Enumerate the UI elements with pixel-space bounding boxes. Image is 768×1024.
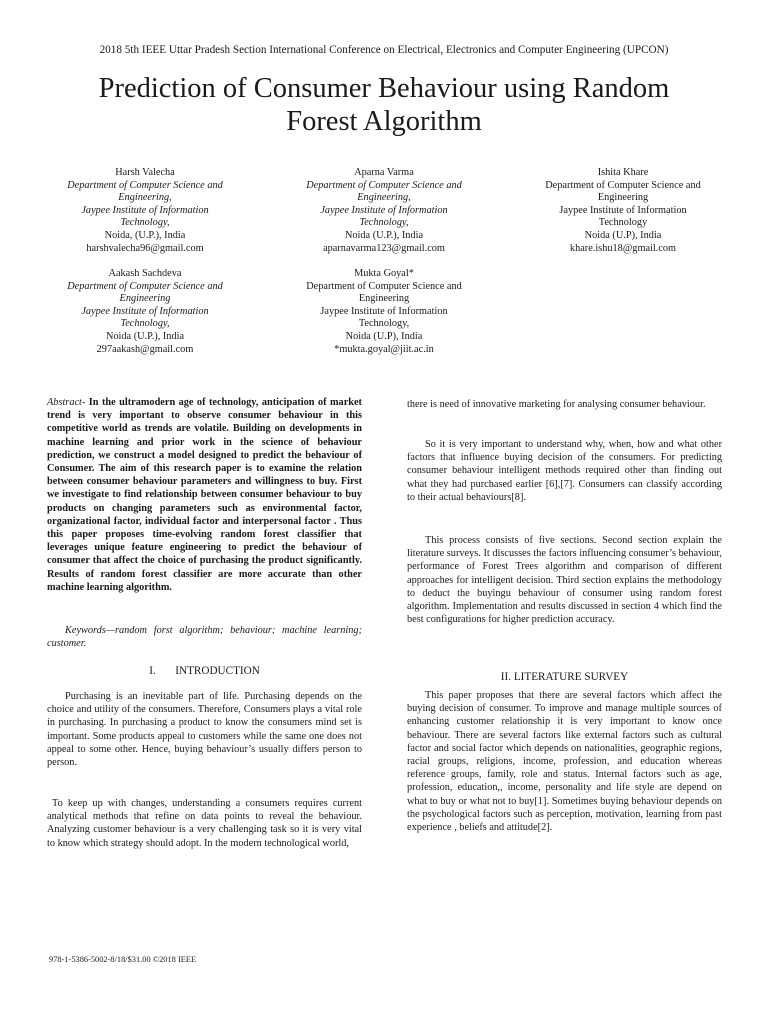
paper-title [40, 72, 728, 138]
author-location: Noida, (U.P.), India [104, 229, 186, 241]
author-email: aparnavarma123@gmail.com [323, 242, 445, 254]
author-dept: Department of Computer Science and [67, 179, 223, 191]
author-dept: Engineering [358, 293, 410, 305]
author-dept: Engineering [119, 293, 171, 305]
author-institute: Technology, [358, 318, 410, 330]
author-dept: Engineering [597, 192, 649, 204]
author-name: Aakash Sachdeva [108, 268, 182, 279]
paragraph-text: To keep up with changes, understanding a consumers requires current analytical methods that refine on data points to reveal the behaviour. Analyzing customer behaviour is a very challenging task so it is very vital to know which strategy should adopt. In the modern technological world, [47, 798, 362, 849]
abstract-paragraph [47, 396, 362, 594]
author-institute: Technology [598, 217, 648, 229]
author-location: Noida (U.P.), India [344, 229, 424, 241]
author-email: *mukta.goyal@jiit.ac.in [334, 343, 434, 355]
right-paragraph-0 [407, 398, 722, 411]
title-line-1: Prediction of Consumer Behaviour using Random [98, 73, 670, 104]
author-institute: Jaypee Institute of Information [320, 204, 448, 216]
paragraph-text: there is need of innovative marketing for analysing consumer behaviour. [407, 399, 706, 410]
author-dept: Department of Computer Science and [306, 280, 462, 292]
author-name: Aparna Varma [354, 167, 414, 178]
author-block [45, 268, 245, 356]
author-institute: Technology, [120, 318, 170, 330]
title-line-2: Forest Algorithm [286, 106, 482, 137]
author-block [523, 167, 723, 255]
author-institute: Jaypee Institute of Information [81, 204, 209, 216]
author-location: Noida (U.P), India [345, 330, 423, 342]
section-heading-introduction: I. INTRODUCTION [149, 665, 260, 677]
author-dept: Department of Computer Science and [306, 179, 462, 191]
abstract-text: In the ultramodern age of technology, anticipation of market trend is very important to observe consumer behaviour in this competitive world as trends are volatile. Building on developments in machine learning and prior work in the science of behaviour prediction, we construct a model designed to predict the behaviour of Consumer. The aim of this research paper is to examine the relation between consumer behaviour parameters and willingness to buy. First we investigate to find relationship between consumer behaviour to buy products on changing parameters such as environmental factor, organizational factor, individual factor and interpersonal factor . Thus this paper proposes time-evolving random forest classifier that leverages unique feature engineering to predict the behaviour of consumer that affect the choice of purchasing the product significantly. Results of random forest classifier are more accurate than other machine learning algorithm. [47, 397, 362, 593]
author-name: Mukta Goyal* [354, 268, 414, 279]
literature-paragraph-1 [407, 689, 722, 834]
intro-paragraph-1 [47, 690, 362, 769]
author-email: 297aakash@gmail.com [96, 343, 194, 355]
right-paragraph-1 [407, 438, 722, 504]
author-block [284, 167, 484, 255]
author-dept: Engineering, [118, 192, 172, 204]
author-dept: Department of Computer Science and [545, 179, 701, 191]
author-dept: Engineering, [357, 192, 411, 204]
paragraph-text: This process consists of five sections. Second section explain the literature surveys. It discusses the factors influencing consumer’s behaviour, performance of Forest Trees algorithm and comparison of different approaches for intelligent decision. Third section explains the methodology to deduct the buyingu behaviour of consumer using random forest algorithm. Implementation and results discussed in section 4 which find the best configurations for higher prediction accuracy. [407, 535, 722, 626]
paragraph-text: Purchasing is an inevitable part of life. Purchasing depends on the choice and utility of the consumers. Therefore, Consumers plays a vital role in purchasing. In purchasing a product to know the consumers mind set is important. Some products appeal to customers while the same one does not appeal to some other. Hence, buying behaviour’s usually differs person to person. [47, 691, 362, 769]
intro-paragraph-2 [47, 797, 362, 850]
abstract-lead: Abstract- [47, 397, 86, 408]
author-institute: Jaypee Institute of Information [320, 305, 448, 317]
section-heading-literature-survey: II. LITERATURE SURVEY [500, 671, 629, 683]
author-institute: Technology, [120, 217, 170, 229]
author-institute: Technology, [359, 217, 409, 229]
author-dept: Department of Computer Science and [67, 280, 223, 292]
keywords-block [47, 624, 362, 650]
author-location: Noida (U.P.), India [105, 330, 185, 342]
author-institute: Jaypee Institute of Information [81, 305, 209, 317]
author-name: Harsh Valecha [115, 167, 175, 178]
author-name: Ishita Khare [597, 167, 649, 178]
copyright-footer: 978-1-5386-5002-8/18/$31.00 ©2018 IEEE [49, 955, 197, 964]
author-institute: Jaypee Institute of Information [559, 204, 687, 216]
author-block [45, 167, 245, 255]
right-paragraph-2 [407, 534, 722, 626]
paragraph-text: This paper proposes that there are several factors which affect the buying decision of consumer. To improve and manage multiple sources of enhancing customer relationship it is very important to know once behaviour. There are several factors like external factors such as cultural factor and social factor which depends on nationalities, geographic regions, racial groups, religions, income, profession, and education whereas reference groups, family, role and status. Internal factors such as age, profession, education,, income, personality and life style are depend on what to buy or what not to buy[1]. Sometimes buying behaviour depends on the psychological factors such as perception, motivation, learning from past experience , beliefs and attitude[2]. [407, 690, 722, 834]
conference-header: 2018 5th IEEE Uttar Pradesh Section International Conference on Electrical, Electronics and Computer Engineering (UPCON) [99, 44, 669, 56]
author-location: Noida (U.P), India [584, 229, 662, 241]
author-email: khare.ishu18@gmail.com [569, 242, 677, 254]
abstract-block [47, 396, 362, 594]
author-email: harshvalecha96@gmail.com [86, 242, 204, 254]
keywords-text: Keywords—random forst algorithm; behaviour; machine learning; customer. [47, 625, 362, 650]
author-block [284, 268, 484, 356]
paragraph-text: So it is very important to understand why, when, how and what other factors that influence buying decision of the consumers. For predicting consumer behaviour intelligent methods required other than finding out what they had purchased earlier [6],[7]. Consumers can classify according to their actual behaviours[8]. [407, 439, 722, 503]
